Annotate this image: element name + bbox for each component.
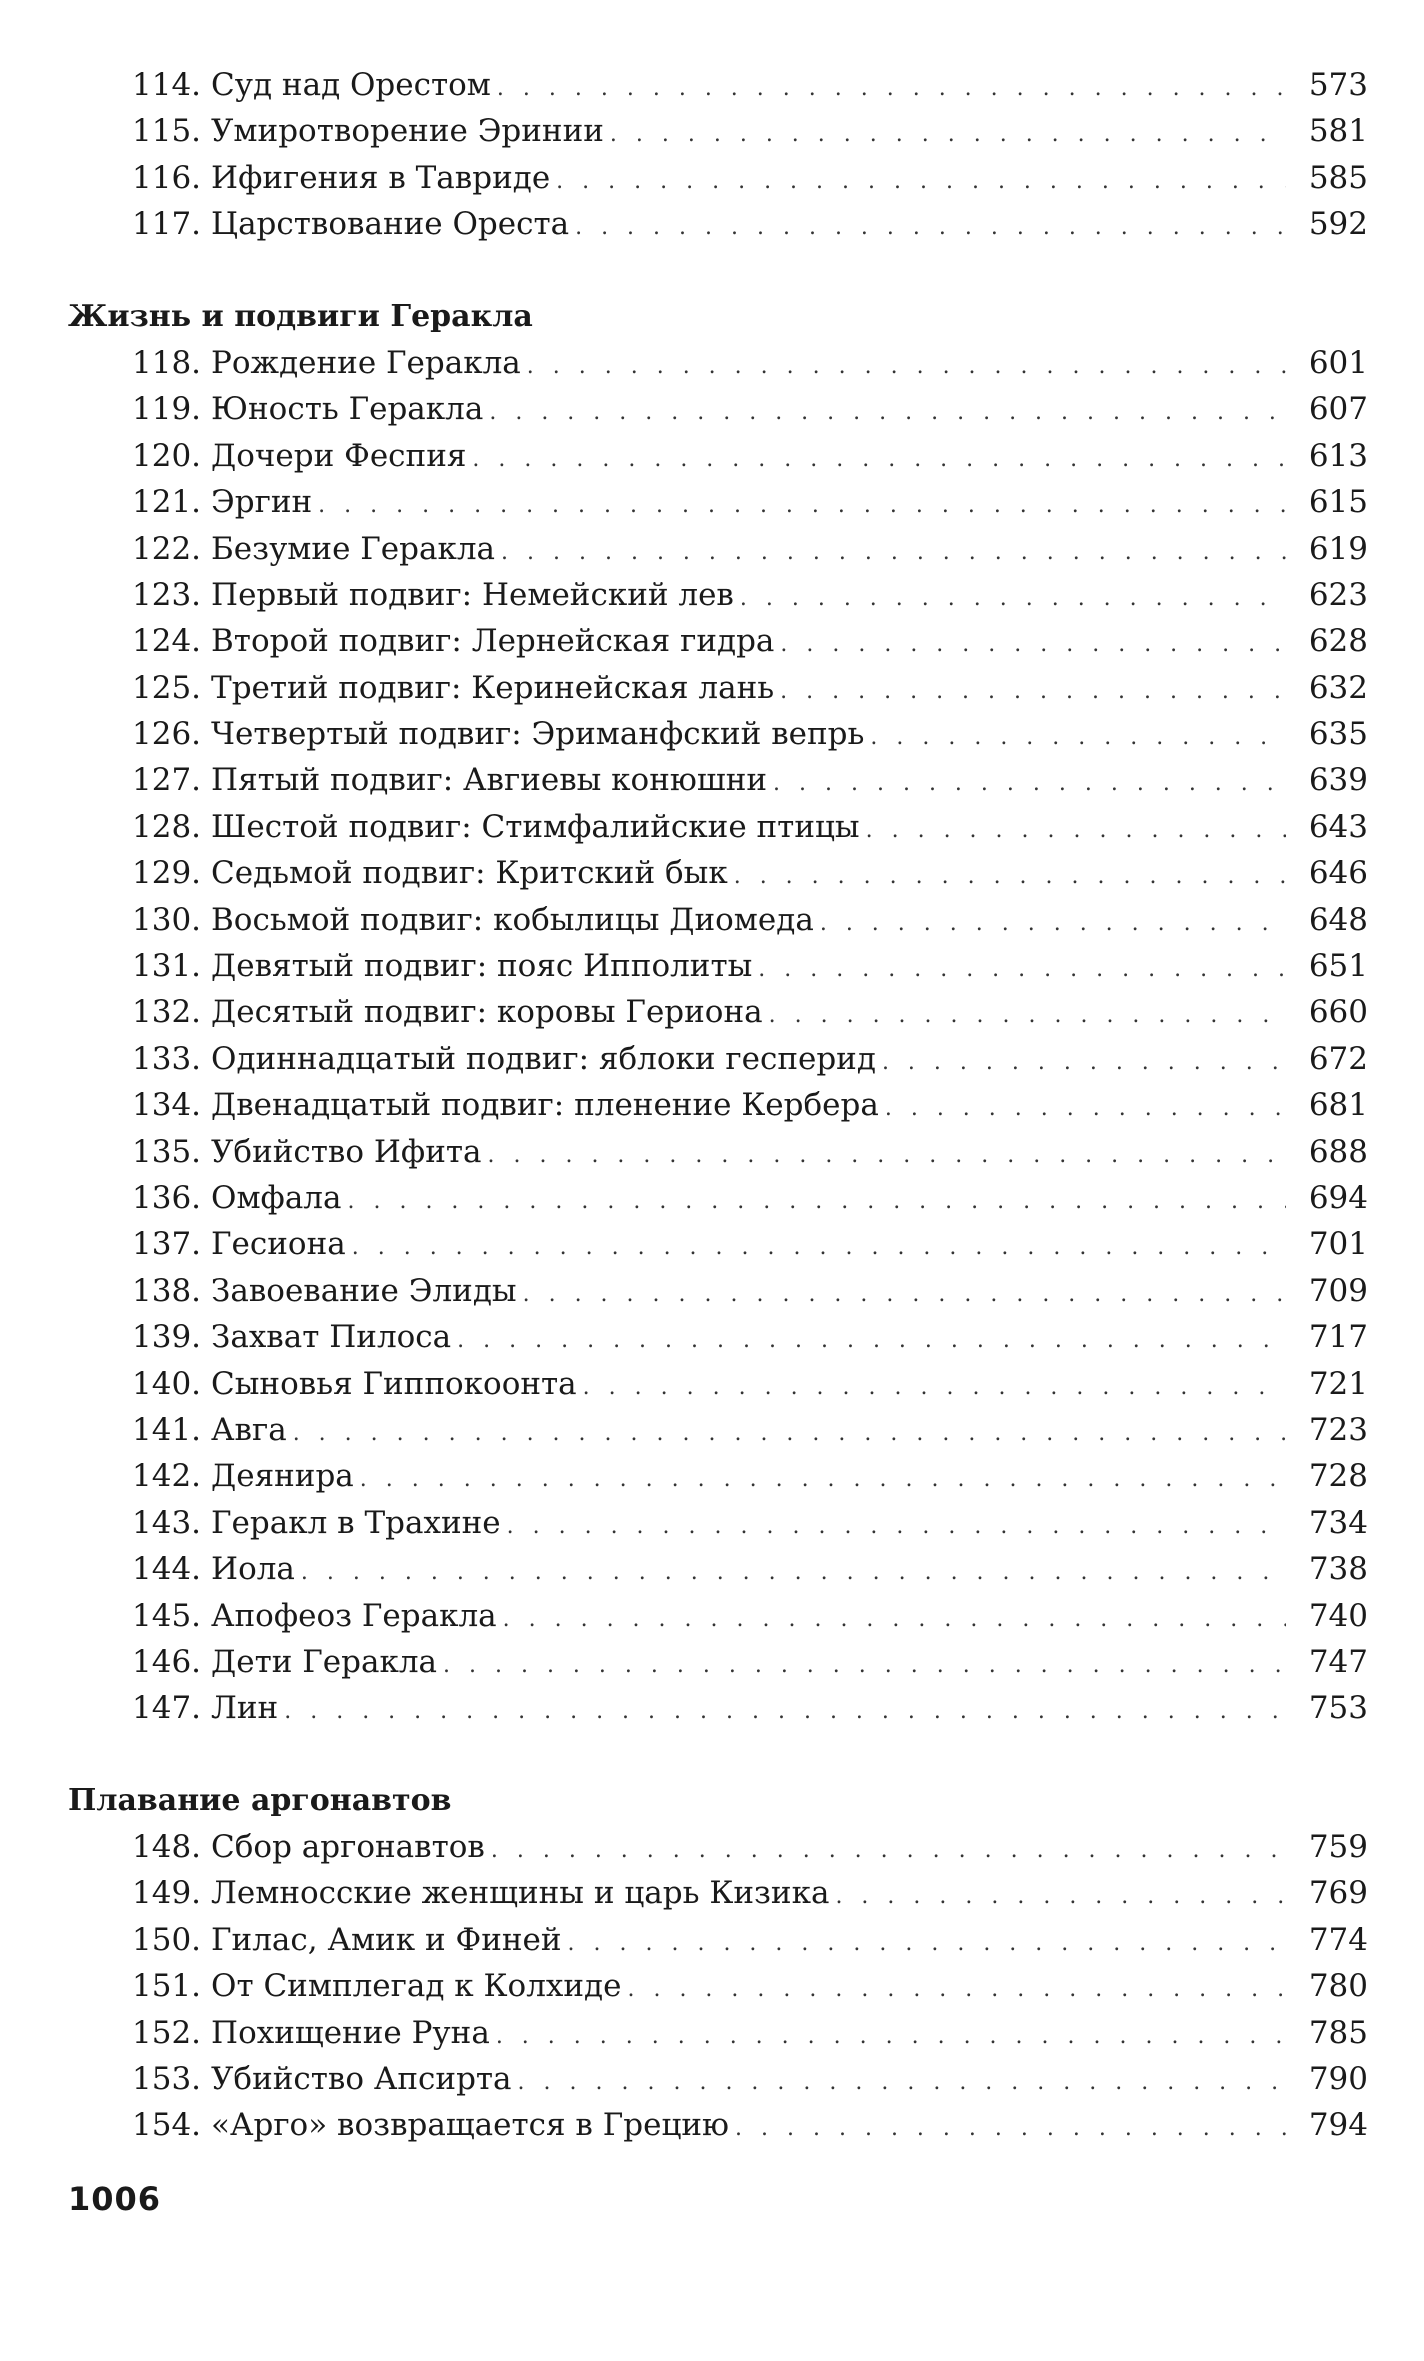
- entry-title: Умиротворение Эринии: [211, 113, 604, 150]
- toc-entry: [132, 1036, 1368, 1082]
- toc-entry: [132, 526, 1368, 572]
- entry-number: 126.: [132, 716, 202, 753]
- entry-title: Эргин: [211, 484, 313, 521]
- entry-page-number: 672: [1308, 1040, 1368, 1077]
- entry-title: Рождение Геракла: [211, 344, 521, 381]
- entry-number: 125.: [132, 669, 202, 706]
- entry-page-number: 613: [1308, 437, 1368, 474]
- entry-number: 120.: [132, 437, 202, 474]
- dot-leader: [489, 390, 1286, 436]
- entry-title: Сыновья Гиппокоонта: [211, 1365, 577, 1402]
- entry-number: 152.: [132, 2014, 202, 2051]
- dot-leader: [735, 2106, 1286, 2152]
- toc-entry: [132, 1407, 1368, 1453]
- entry-number: 142.: [132, 1458, 202, 1495]
- toc-entry: [132, 1453, 1368, 1499]
- dot-leader: [491, 1828, 1286, 1874]
- entry-number: 148.: [132, 1829, 202, 1866]
- toc-entry: [132, 850, 1368, 896]
- dot-leader: [734, 854, 1286, 900]
- dot-leader: [758, 947, 1286, 993]
- dot-leader: [360, 1457, 1286, 1503]
- entry-title: Деянира: [211, 1458, 354, 1495]
- dot-leader: [527, 344, 1286, 390]
- dot-leader: [835, 1874, 1286, 1920]
- dot-leader: [610, 112, 1286, 158]
- entry-number: 124.: [132, 623, 202, 660]
- dot-leader: [885, 1086, 1286, 1132]
- entry-number: 141.: [132, 1411, 202, 1448]
- entry-page-number: 615: [1308, 484, 1368, 521]
- entry-page-number: 785: [1308, 2014, 1368, 2051]
- entry-title: Дочери Феспия: [211, 437, 467, 474]
- entry-page-number: 619: [1308, 530, 1368, 567]
- entry-page-number: 592: [1308, 206, 1368, 243]
- dot-leader: [556, 159, 1286, 205]
- entry-title: Второй подвиг: Лернейская гидра: [211, 623, 775, 660]
- toc-entry: [132, 155, 1368, 201]
- dot-leader: [496, 2014, 1286, 2060]
- toc-entry: [132, 1361, 1368, 1407]
- entry-page-number: 688: [1308, 1133, 1368, 1170]
- entry-number: 119.: [132, 391, 202, 428]
- dot-leader: [347, 1179, 1286, 1225]
- entry-page-number: 635: [1308, 716, 1368, 753]
- entry-page-number: 601: [1308, 344, 1368, 381]
- entry-title: Апофеоз Геракла: [211, 1597, 497, 1634]
- toc-entry: [132, 2056, 1368, 2102]
- toc-entry: [132, 897, 1368, 943]
- entry-number: 147.: [132, 1690, 202, 1727]
- entry-number: 118.: [132, 344, 202, 381]
- entry-title: Четвертый подвиг: Эриманфский вепрь: [211, 716, 865, 753]
- toc-entry: [132, 943, 1368, 989]
- toc-entry: [132, 340, 1368, 386]
- entry-title: Завоевание Элиды: [211, 1272, 517, 1309]
- entry-number: 134.: [132, 1087, 202, 1124]
- entry-number: 145.: [132, 1597, 202, 1634]
- entry-page-number: 694: [1308, 1179, 1368, 1216]
- toc-entry: [132, 1129, 1368, 1175]
- dot-leader: [583, 1365, 1286, 1411]
- dot-leader: [882, 1040, 1286, 1086]
- entry-title: Дети Геракла: [211, 1643, 437, 1680]
- section-heading: Плавание аргонавтов: [68, 1782, 452, 1818]
- entry-page-number: 648: [1308, 901, 1368, 938]
- dot-leader: [870, 715, 1286, 761]
- toc-entry: [132, 1175, 1368, 1221]
- entry-number: 140.: [132, 1365, 202, 1402]
- entry-title: Третий подвиг: Керинейская лань: [211, 669, 775, 706]
- entry-page-number: 623: [1308, 576, 1368, 613]
- dot-leader: [284, 1689, 1286, 1735]
- entry-title: Двенадцатый подвиг: пленение Кербера: [211, 1087, 879, 1124]
- entry-title: Седьмой подвиг: Критский бык: [211, 855, 728, 892]
- entry-page-number: 723: [1308, 1411, 1368, 1448]
- entry-title: Пятый подвиг: Авгиевы конюшни: [211, 762, 768, 799]
- toc-entry: [132, 1221, 1368, 1267]
- dot-leader: [518, 2060, 1286, 2106]
- section-heading: Жизнь и подвиги Геракла: [68, 298, 533, 334]
- entry-title: Суд над Орестом: [211, 67, 491, 103]
- dot-leader: [780, 622, 1286, 668]
- entry-title: Царствование Ореста: [211, 206, 570, 243]
- entry-title: Шестой подвиг: Стимфалийские птицы: [211, 808, 860, 845]
- entry-page-number: 709: [1308, 1272, 1368, 1309]
- entry-title: Первый подвиг: Немейский лев: [211, 576, 734, 613]
- toc-entry: [132, 804, 1368, 850]
- entry-page-number: 769: [1308, 1875, 1368, 1912]
- entry-number: 123.: [132, 576, 202, 613]
- entry-number: 137.: [132, 1226, 202, 1263]
- entry-number: 143.: [132, 1504, 202, 1541]
- entry-number: 117.: [132, 206, 202, 243]
- toc-entry: [132, 2102, 1368, 2148]
- toc-entry: [132, 618, 1368, 664]
- table-of-contents: [68, 62, 1368, 2149]
- dot-leader: [503, 1597, 1286, 1643]
- toc-entry: [132, 1500, 1368, 1546]
- entry-page-number: 639: [1308, 762, 1368, 799]
- dot-leader: [472, 437, 1286, 483]
- entry-number: 132.: [132, 994, 202, 1031]
- entry-number: 114.: [132, 67, 202, 103]
- entry-title: «Арго» возвращается в Грецию: [211, 2107, 730, 2144]
- entry-number: 121.: [132, 484, 202, 521]
- entry-title: Гесиона: [211, 1226, 346, 1263]
- dot-leader: [523, 1272, 1286, 1318]
- entry-page-number: 646: [1308, 855, 1368, 892]
- entry-title: Одиннадцатый подвиг: яблоки гесперид: [211, 1040, 876, 1077]
- entry-page-number: 660: [1308, 994, 1368, 1031]
- entry-number: 127.: [132, 762, 202, 799]
- entry-page-number: 794: [1308, 2107, 1368, 2144]
- dot-leader: [488, 1133, 1287, 1179]
- entry-title: Убийство Апсирта: [211, 2061, 512, 2098]
- entry-page-number: 681: [1308, 1087, 1368, 1124]
- entry-number: 150.: [132, 1921, 202, 1958]
- entry-title: Геракл в Трахине: [211, 1504, 501, 1541]
- entry-page-number: 573: [1308, 67, 1368, 103]
- entry-page-number: 701: [1308, 1226, 1368, 1263]
- entry-title: Безумие Геракла: [211, 530, 496, 567]
- entry-number: 128.: [132, 808, 202, 845]
- entry-page-number: 780: [1308, 1968, 1368, 2005]
- entry-number: 133.: [132, 1040, 202, 1077]
- entry-number: 116.: [132, 159, 202, 196]
- toc-entry: [132, 2010, 1368, 2056]
- entry-page-number: 628: [1308, 623, 1368, 660]
- entry-page-number: 651: [1308, 948, 1368, 985]
- entry-number: 122.: [132, 530, 202, 567]
- entry-title: Убийство Ифита: [211, 1133, 482, 1170]
- toc-entry: [132, 108, 1368, 154]
- entry-number: 146.: [132, 1643, 202, 1680]
- entry-number: 115.: [132, 113, 202, 150]
- entry-page-number: 740: [1308, 1597, 1368, 1634]
- dot-leader: [627, 1967, 1286, 2013]
- entry-number: 130.: [132, 901, 202, 938]
- dot-leader: [301, 1550, 1286, 1596]
- entry-number: 153.: [132, 2061, 202, 2098]
- entry-title: От Симплегад к Колхиде: [211, 1968, 622, 2005]
- entry-number: 138.: [132, 1272, 202, 1309]
- entry-number: 139.: [132, 1319, 202, 1356]
- toc-entry: [132, 1082, 1368, 1128]
- entry-page-number: 607: [1308, 391, 1368, 428]
- entry-title: Лин: [211, 1690, 279, 1727]
- entry-page-number: 581: [1308, 113, 1368, 150]
- dot-leader: [769, 993, 1286, 1039]
- dot-leader: [318, 483, 1286, 529]
- toc-entry: [132, 479, 1368, 525]
- toc-entry: [132, 1685, 1368, 1731]
- entry-number: 149.: [132, 1875, 202, 1912]
- dot-leader: [443, 1643, 1286, 1689]
- entry-page-number: 774: [1308, 1921, 1368, 1958]
- entry-number: 136.: [132, 1179, 202, 1216]
- dot-leader: [568, 1921, 1286, 1967]
- entry-title: Омфала: [211, 1179, 342, 1216]
- dot-leader: [352, 1225, 1286, 1271]
- dot-leader: [293, 1411, 1286, 1457]
- toc-entry: [132, 386, 1368, 432]
- entry-number: 135.: [132, 1133, 202, 1170]
- toc-entry: [132, 1870, 1368, 1916]
- toc-entry: [132, 62, 1368, 108]
- entry-page-number: 717: [1308, 1319, 1368, 1356]
- toc-entry: [132, 665, 1368, 711]
- entry-page-number: 747: [1308, 1643, 1368, 1680]
- entry-title: Похищение Руна: [211, 2014, 490, 2051]
- entry-number: 131.: [132, 948, 202, 985]
- dot-leader: [866, 808, 1286, 854]
- entry-page-number: 759: [1308, 1829, 1368, 1866]
- dot-leader: [457, 1318, 1286, 1364]
- entry-title: Авга: [211, 1411, 287, 1448]
- entry-title: Юность Геракла: [211, 391, 484, 428]
- entry-title: Лемносские женщины и царь Кизика: [211, 1875, 830, 1912]
- entry-page-number: 728: [1308, 1458, 1368, 1495]
- entry-page-number: 643: [1308, 808, 1368, 845]
- dot-leader: [501, 530, 1286, 576]
- toc-entry: [132, 1546, 1368, 1592]
- dot-leader: [497, 66, 1286, 112]
- entry-page-number: 721: [1308, 1365, 1368, 1402]
- toc-entry: [132, 1917, 1368, 1963]
- toc-entry: [132, 1824, 1368, 1870]
- entry-title: Сбор аргонавтов: [211, 1829, 485, 1866]
- toc-entry: [132, 989, 1368, 1035]
- toc-entry: [132, 201, 1368, 247]
- toc-entry: [132, 757, 1368, 803]
- entry-title: Гилас, Амик и Финей: [211, 1921, 562, 1958]
- toc-entry: [132, 1268, 1368, 1314]
- toc-entry: [132, 1593, 1368, 1639]
- dot-leader: [575, 205, 1286, 251]
- toc-entry: [132, 1314, 1368, 1360]
- entry-page-number: 790: [1308, 2061, 1368, 2098]
- entry-title: Ифигения в Тавриде: [211, 159, 551, 196]
- entry-title: Иола: [211, 1551, 295, 1588]
- dot-leader: [773, 761, 1286, 807]
- toc-entry: [132, 1639, 1368, 1685]
- toc-entry: [132, 433, 1368, 479]
- entry-number: 151.: [132, 1968, 202, 2005]
- entry-page-number: 738: [1308, 1551, 1368, 1588]
- entry-title: Девятый подвиг: пояс Ипполиты: [211, 948, 753, 985]
- entry-number: 129.: [132, 855, 202, 892]
- toc-entry: [132, 1963, 1368, 2009]
- entry-title: Захват Пилоса: [211, 1319, 452, 1356]
- entry-page-number: 632: [1308, 669, 1368, 706]
- entry-number: 154.: [132, 2107, 202, 2144]
- toc-entry: [132, 711, 1368, 757]
- dot-leader: [740, 576, 1286, 622]
- page-number: 1006: [68, 2180, 162, 2218]
- entry-title: Восьмой подвиг: кобылицы Диомеда: [211, 901, 814, 938]
- entry-title: Десятый подвиг: коровы Гериона: [211, 994, 763, 1031]
- toc-entry: [132, 572, 1368, 618]
- dot-leader: [780, 669, 1286, 715]
- dot-leader: [820, 901, 1286, 947]
- entry-number: 144.: [132, 1551, 202, 1588]
- entry-page-number: 734: [1308, 1504, 1368, 1541]
- entry-page-number: 585: [1308, 159, 1368, 196]
- entry-page-number: 753: [1308, 1690, 1368, 1727]
- dot-leader: [507, 1504, 1286, 1550]
